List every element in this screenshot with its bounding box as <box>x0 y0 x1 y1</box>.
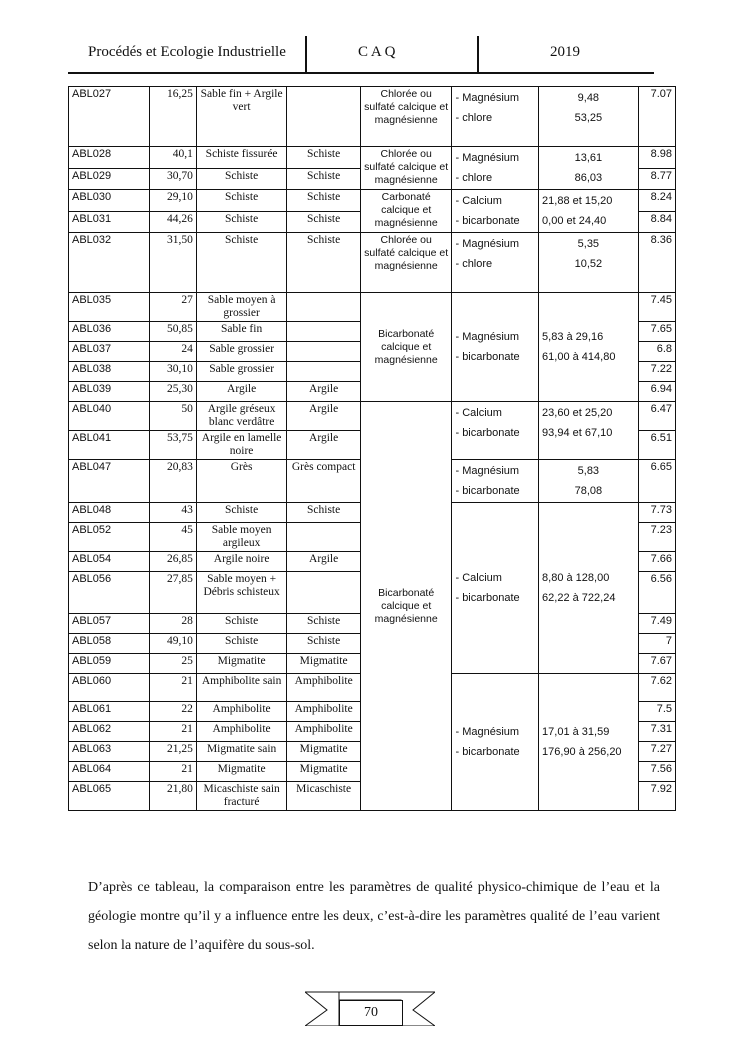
depth-value: 24 <box>149 342 196 362</box>
facies-cell: Carbonaté calcique et magnésienne <box>360 190 452 233</box>
depth-value: 43 <box>149 503 196 523</box>
geology-cell <box>287 87 360 147</box>
depth-value: 16,25 <box>149 87 196 147</box>
well-code: ABL029 <box>69 168 150 190</box>
depth-value: 22 <box>149 702 196 722</box>
depth-value: 53,75 <box>149 431 196 460</box>
ph-value: 7.31 <box>638 722 675 742</box>
well-code: ABL060 <box>69 674 150 702</box>
parameter-name: - Calcium <box>455 407 502 419</box>
lithology-cell: Sable grossier <box>196 342 287 362</box>
parameter-value: 53,25 <box>574 112 603 124</box>
depth-value: 49,10 <box>149 634 196 654</box>
lithology-cell: Schiste <box>196 190 287 212</box>
geology-cell: Amphibolite <box>287 702 360 722</box>
lithology-cell: Micaschiste sain fracturé <box>196 782 287 811</box>
lithology-cell: Migmatite sain <box>196 742 287 762</box>
ph-value: 7 <box>638 634 675 654</box>
ph-value: 7.27 <box>638 742 675 762</box>
lithology-cell: Sable moyen à grossier <box>196 293 287 322</box>
depth-value: 40,1 <box>149 147 196 169</box>
parameter-value: 86,03 <box>574 172 603 184</box>
geology-cell: Micaschiste <box>287 782 360 811</box>
parameter-value: 176,90 à 256,20 <box>542 746 622 758</box>
parameter-cell <box>452 402 539 460</box>
well-code: ABL058 <box>69 634 150 654</box>
parameter-value: 5,35 <box>577 238 600 250</box>
parameter-name: - Magnésium <box>455 238 520 250</box>
well-code: ABL030 <box>69 190 150 212</box>
ph-value: 7.07 <box>638 87 675 147</box>
depth-value: 25,30 <box>149 382 196 402</box>
parameter-cell <box>452 503 539 674</box>
depth-value: 21,80 <box>149 782 196 811</box>
header-divider <box>305 36 307 72</box>
geology-cell: Schiste <box>287 147 360 169</box>
depth-value: 31,50 <box>149 233 196 293</box>
parameter-cell <box>452 233 539 293</box>
depth-value: 20,83 <box>149 460 196 503</box>
geology-cell: Argile <box>287 402 360 431</box>
parameter-name: - Magnésium <box>455 152 520 164</box>
lithology-cell: Sable moyen argileux <box>196 523 287 552</box>
parameter-name: - bicarbonate <box>455 746 520 758</box>
well-code: ABL040 <box>69 402 150 431</box>
well-code: ABL032 <box>69 233 150 293</box>
header-rule <box>68 72 654 74</box>
geology-cell <box>287 293 360 322</box>
lithology-cell: Migmatite <box>196 654 287 674</box>
geology-cell <box>287 523 360 552</box>
parameter-value-cell <box>539 674 639 811</box>
well-code: ABL047 <box>69 460 150 503</box>
parameter-name: - bicarbonate <box>455 485 520 497</box>
facies-cell: Bicarbonaté calcique et magnésienne <box>360 293 452 402</box>
geology-cell: Argile <box>287 552 360 572</box>
geology-cell <box>287 572 360 614</box>
page-number-banner <box>305 990 435 1026</box>
parameter-value: 23,60 et 25,20 <box>542 407 613 419</box>
depth-value: 44,26 <box>149 211 196 233</box>
depth-value: 28 <box>149 614 196 634</box>
ph-value: 7.73 <box>638 503 675 523</box>
header-left: Procédés et Ecologie Industrielle <box>88 44 286 60</box>
ph-value: 7.5 <box>638 702 675 722</box>
parameter-cell <box>452 293 539 402</box>
page-header <box>68 36 688 74</box>
lithology-cell: Amphibolite <box>196 722 287 742</box>
lithology-cell: Argile gréseux blanc verdâtre <box>196 402 287 431</box>
well-code: ABL039 <box>69 382 150 402</box>
depth-value: 21,25 <box>149 742 196 762</box>
lithology-cell: Schiste fissurée <box>196 147 287 169</box>
ph-value: 7.45 <box>638 293 675 322</box>
geology-cell: Schiste <box>287 168 360 190</box>
depth-value: 26,85 <box>149 552 196 572</box>
parameter-value: 62,22 à 722,24 <box>542 592 616 604</box>
geology-cell: Migmatite <box>287 742 360 762</box>
geology-cell: Schiste <box>287 190 360 212</box>
geology-cell <box>287 322 360 342</box>
parameter-name: - chlore <box>455 112 493 124</box>
water-quality-table <box>68 86 676 811</box>
ph-value: 6.56 <box>638 572 675 614</box>
parameter-value: 93,94 et 67,10 <box>542 427 613 439</box>
parameter-cell <box>452 87 539 147</box>
facies-cell: Bicarbonaté calcique et magnésienne <box>360 402 452 811</box>
depth-value: 25 <box>149 654 196 674</box>
lithology-cell: Schiste <box>196 233 287 293</box>
well-code: ABL036 <box>69 322 150 342</box>
ph-value: 7.66 <box>638 552 675 572</box>
geology-cell: Schiste <box>287 233 360 293</box>
ph-value: 6.8 <box>638 342 675 362</box>
parameter-value: 5,83 à 29,16 <box>542 331 604 343</box>
ph-value: 7.56 <box>638 762 675 782</box>
parameter-name: - bicarbonate <box>455 215 520 227</box>
lithology-cell: Argile en lamelle noire <box>196 431 287 460</box>
header-right: 2019 <box>550 44 580 60</box>
well-code: ABL061 <box>69 702 150 722</box>
table-row <box>69 293 676 322</box>
ph-value: 7.23 <box>638 523 675 552</box>
ph-value: 7.62 <box>638 674 675 702</box>
depth-value: 50 <box>149 402 196 431</box>
ph-value: 7.49 <box>638 614 675 634</box>
depth-value: 30,10 <box>149 362 196 382</box>
parameter-name: - chlore <box>455 172 493 184</box>
parameter-value: 21,88 et 15,20 <box>542 195 613 207</box>
lithology-cell: Amphibolite sain <box>196 674 287 702</box>
lithology-cell: Sable fin + Argile vert <box>196 87 287 147</box>
lithology-cell: Schiste <box>196 503 287 523</box>
ph-value: 7.22 <box>638 362 675 382</box>
table-row <box>69 147 676 169</box>
well-code: ABL027 <box>69 87 150 147</box>
lithology-cell: Schiste <box>196 211 287 233</box>
well-code: ABL059 <box>69 654 150 674</box>
parameter-name: - Magnésium <box>455 331 520 343</box>
well-code: ABL035 <box>69 293 150 322</box>
well-code: ABL052 <box>69 523 150 552</box>
ph-value: 7.65 <box>638 322 675 342</box>
ph-value: 6.47 <box>638 402 675 431</box>
facies-cell: Chlorée ou sulfaté calcique et magnésienne <box>360 87 452 147</box>
well-code: ABL048 <box>69 503 150 523</box>
depth-value: 21 <box>149 722 196 742</box>
geology-cell <box>287 342 360 362</box>
parameter-name: - Magnésium <box>455 92 520 104</box>
well-code: ABL056 <box>69 572 150 614</box>
depth-value: 27 <box>149 293 196 322</box>
table-row <box>69 402 676 431</box>
depth-value: 45 <box>149 523 196 552</box>
depth-value: 21 <box>149 762 196 782</box>
parameter-value-cell <box>539 87 639 147</box>
ph-value: 8.36 <box>638 233 675 293</box>
lithology-cell: Migmatite <box>196 762 287 782</box>
lithology-cell: Schiste <box>196 614 287 634</box>
parameter-value: 61,00 à 414,80 <box>542 351 616 363</box>
parameter-value: 17,01 à 31,59 <box>542 726 610 738</box>
ph-value: 8.24 <box>638 190 675 212</box>
well-code: ABL062 <box>69 722 150 742</box>
table-row <box>69 87 676 147</box>
lithology-cell: Sable fin <box>196 322 287 342</box>
depth-value: 30,70 <box>149 168 196 190</box>
header-center: C A Q <box>358 44 396 60</box>
geology-cell <box>287 362 360 382</box>
well-code: ABL028 <box>69 147 150 169</box>
lithology-cell: Grès <box>196 460 287 503</box>
parameter-value: 13,61 <box>574 152 603 164</box>
parameter-value-cell <box>539 147 639 190</box>
lithology-cell: Sable grossier <box>196 362 287 382</box>
depth-value: 50,85 <box>149 322 196 342</box>
parameter-name: - Calcium <box>455 195 502 207</box>
geology-cell: Schiste <box>287 614 360 634</box>
geology-cell: Schiste <box>287 211 360 233</box>
geology-cell: Grès compact <box>287 460 360 503</box>
geology-cell: Schiste <box>287 634 360 654</box>
well-code: ABL054 <box>69 552 150 572</box>
ph-value: 6.94 <box>638 382 675 402</box>
well-code: ABL038 <box>69 362 150 382</box>
parameter-value-cell <box>539 190 639 233</box>
well-code: ABL064 <box>69 762 150 782</box>
parameter-value-cell <box>539 293 639 402</box>
well-code: ABL065 <box>69 782 150 811</box>
parameter-value-cell <box>539 233 639 293</box>
parameter-value: 0,00 et 24,40 <box>542 215 607 227</box>
parameter-name: - bicarbonate <box>455 351 520 363</box>
geology-cell: Migmatite <box>287 762 360 782</box>
ph-value: 6.51 <box>638 431 675 460</box>
parameter-cell <box>452 147 539 190</box>
well-code: ABL063 <box>69 742 150 762</box>
geology-cell: Amphibolite <box>287 722 360 742</box>
lithology-cell: Amphibolite <box>196 702 287 722</box>
geology-cell: Schiste <box>287 503 360 523</box>
page-number: 70 <box>339 1000 403 1026</box>
well-code: ABL041 <box>69 431 150 460</box>
ph-value: 7.92 <box>638 782 675 811</box>
parameter-cell <box>452 460 539 503</box>
parameter-name: - Calcium <box>455 572 502 584</box>
table-row <box>69 233 676 293</box>
parameter-cell <box>452 674 539 811</box>
depth-value: 29,10 <box>149 190 196 212</box>
parameter-value-cell <box>539 503 639 674</box>
parameter-name: - bicarbonate <box>455 592 520 604</box>
well-code: ABL037 <box>69 342 150 362</box>
table-row <box>69 190 676 212</box>
ph-value: 8.98 <box>638 147 675 169</box>
ph-value: 8.77 <box>638 168 675 190</box>
parameter-name: - Magnésium <box>455 465 520 477</box>
geology-cell: Amphibolite <box>287 674 360 702</box>
conclusion-paragraph: D’après ce tableau, la comparaison entre les paramètres de qualité physico-chimique de l’eau et la géologie montre qu’il y a influence entre les deux, c’est-à-dire les paramètres qualité de l’eau varient selon la nature de l’aquifère du sous-sol. <box>88 880 660 953</box>
lithology-cell: Schiste <box>196 634 287 654</box>
depth-value: 27,85 <box>149 572 196 614</box>
parameter-cell <box>452 190 539 233</box>
well-code: ABL057 <box>69 614 150 634</box>
geology-cell: Argile <box>287 382 360 402</box>
lithology-cell: Sable moyen + Débris schisteux <box>196 572 287 614</box>
parameter-value: 9,48 <box>577 92 600 104</box>
parameter-value: 10,52 <box>574 258 603 270</box>
facies-cell: Chlorée ou sulfaté calcique et magnésienne <box>360 147 452 190</box>
depth-value: 21 <box>149 674 196 702</box>
parameter-value: 78,08 <box>574 485 603 497</box>
parameter-value-cell <box>539 402 639 460</box>
parameter-name: - Magnésium <box>455 726 520 738</box>
ph-value: 6.65 <box>638 460 675 503</box>
parameter-name: - bicarbonate <box>455 427 520 439</box>
parameter-value: 5,83 <box>577 465 600 477</box>
facies-cell: Chlorée ou sulfaté calcique et magnésienne <box>360 233 452 293</box>
parameter-value-cell <box>539 460 639 503</box>
parameter-name: - chlore <box>455 258 493 270</box>
geology-cell: Argile <box>287 431 360 460</box>
well-code: ABL031 <box>69 211 150 233</box>
ph-value: 8.84 <box>638 211 675 233</box>
header-divider <box>477 36 479 72</box>
lithology-cell: Argile noire <box>196 552 287 572</box>
lithology-cell: Schiste <box>196 168 287 190</box>
ph-value: 7.67 <box>638 654 675 674</box>
geology-cell: Migmatite <box>287 654 360 674</box>
parameter-value: 8,80 à 128,00 <box>542 572 610 584</box>
lithology-cell: Argile <box>196 382 287 402</box>
